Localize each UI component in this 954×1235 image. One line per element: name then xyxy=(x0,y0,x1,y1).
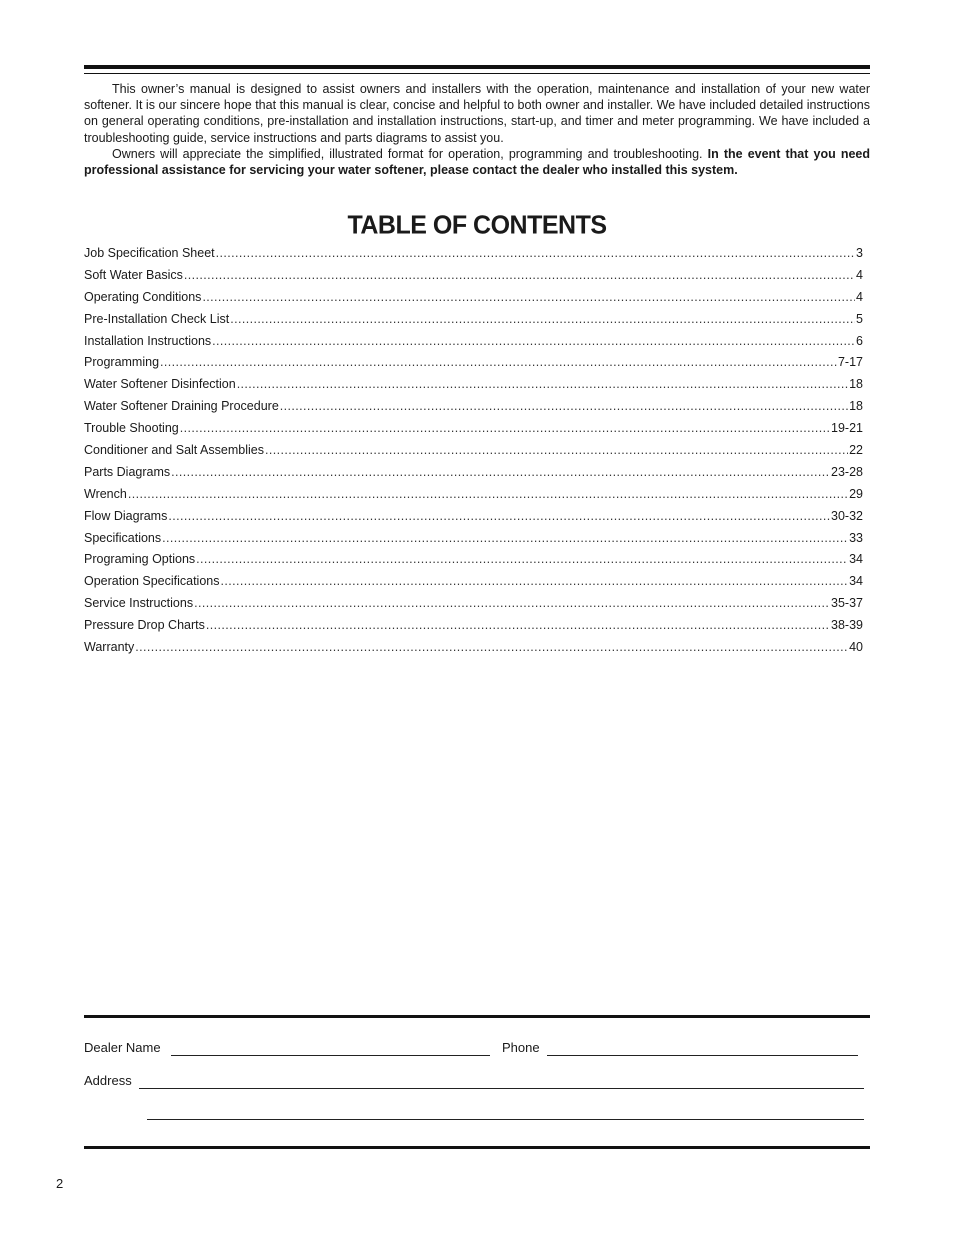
toc-entry-page: 33 xyxy=(849,530,863,545)
toc-entry-label: Trouble Shooting xyxy=(84,421,179,436)
toc-entry[interactable] xyxy=(84,574,863,596)
toc-leader-dots xyxy=(237,377,848,391)
toc-entry[interactable] xyxy=(84,290,863,312)
toc-leader-dots xyxy=(216,246,855,260)
toc-entry-page: 38-39 xyxy=(831,618,863,633)
toc-entry-page: 3 xyxy=(856,246,863,260)
toc-entry-label: Water Softener Disinfection xyxy=(84,377,236,392)
intro-paragraph-2-text: Owners will appreciate the simplified, illustrated format for operation, programming and troubleshooting. xyxy=(112,146,708,161)
toc-leader-dots xyxy=(162,531,848,545)
toc-entry-page: 18 xyxy=(849,377,863,392)
toc-leader-dots xyxy=(230,312,855,326)
toc-entry[interactable] xyxy=(84,355,863,377)
toc-entry[interactable] xyxy=(84,421,863,443)
address-field-line-2[interactable] xyxy=(147,1119,864,1120)
toc-leader-dots xyxy=(194,596,830,610)
toc-leader-dots xyxy=(212,334,855,348)
toc-entry-label: Operating Conditions xyxy=(84,289,202,304)
address-label: Address xyxy=(84,1073,132,1088)
toc-entry-label: Programing Options xyxy=(84,552,196,567)
toc-entry-label: Specifications xyxy=(84,530,162,545)
toc-entry[interactable] xyxy=(84,268,863,290)
toc-entry-label: Pressure Drop Charts xyxy=(84,618,205,633)
toc-entry-label: Warranty xyxy=(84,640,135,655)
toc-entry-page: 23-28 xyxy=(831,464,863,479)
toc-entry[interactable] xyxy=(84,531,863,553)
toc-entry-label: Service Instructions xyxy=(84,596,194,611)
toc-leader-dots xyxy=(221,574,849,588)
toc-entry-page: 18 xyxy=(849,399,863,414)
toc-leader-dots xyxy=(160,355,837,369)
toc-title: TABLE OF CONTENTS xyxy=(347,210,607,240)
form-top-rule xyxy=(84,1015,870,1018)
toc-leader-dots xyxy=(171,465,830,479)
toc-entry-page: 35-37 xyxy=(831,596,863,611)
toc-leader-dots xyxy=(202,290,855,304)
toc-entry-label: Installation Instructions xyxy=(84,333,212,348)
table-of-contents xyxy=(84,246,863,662)
toc-entry-page: 22 xyxy=(849,443,863,458)
toc-entry-label: Parts Diagrams xyxy=(84,464,171,479)
toc-leader-dots xyxy=(206,618,830,632)
toc-entry[interactable] xyxy=(84,552,863,574)
toc-entry[interactable] xyxy=(84,399,863,421)
toc-leader-dots xyxy=(196,552,848,566)
toc-entry-label: Flow Diagrams xyxy=(84,508,168,523)
top-rule-thin xyxy=(84,73,870,74)
toc-entry[interactable] xyxy=(84,377,863,399)
toc-entry-page: 4 xyxy=(856,267,863,282)
toc-entry[interactable] xyxy=(84,465,863,487)
intro-section xyxy=(84,81,870,178)
toc-entry-page: 29 xyxy=(849,486,863,501)
toc-entry-label: Wrench xyxy=(84,486,127,501)
toc-entry-page: 6 xyxy=(856,333,863,348)
phone-label: Phone xyxy=(502,1040,540,1055)
toc-entry[interactable] xyxy=(84,640,863,662)
toc-leader-dots xyxy=(265,443,848,457)
toc-entry-page: 34 xyxy=(849,574,863,589)
page-number: 2 xyxy=(56,1176,64,1191)
top-rule-thick xyxy=(84,65,870,69)
toc-entry-label: Pre-Installation Check List xyxy=(84,311,230,326)
toc-entry-page: 19-21 xyxy=(831,421,863,436)
toc-leader-dots xyxy=(135,640,848,654)
intro-paragraph-2 xyxy=(84,146,870,178)
toc-entry[interactable] xyxy=(84,312,863,334)
toc-entry-label: Soft Water Basics xyxy=(84,267,183,282)
toc-leader-dots xyxy=(168,509,830,523)
dealer-name-label: Dealer Name xyxy=(84,1040,161,1055)
toc-entry-page: 40 xyxy=(849,640,863,655)
toc-leader-dots xyxy=(280,399,848,413)
form-bottom-rule xyxy=(84,1146,870,1149)
dealer-name-field[interactable] xyxy=(171,1055,490,1056)
toc-entry-page: 30-32 xyxy=(831,508,863,523)
toc-entry-page: 5 xyxy=(856,311,863,326)
toc-entry-label: Conditioner and Salt Assemblies xyxy=(84,443,264,458)
toc-leader-dots xyxy=(184,268,855,282)
toc-entry-label: Water Softener Draining Procedure xyxy=(84,399,279,414)
toc-entry-label: Programming xyxy=(84,355,160,370)
address-field-line-1[interactable] xyxy=(139,1088,864,1089)
toc-entry[interactable] xyxy=(84,443,863,465)
toc-entry[interactable] xyxy=(84,509,863,531)
toc-leader-dots xyxy=(128,487,848,501)
toc-entry-page: 34 xyxy=(849,552,863,567)
toc-entry-page: 4 xyxy=(856,289,863,304)
toc-entry[interactable] xyxy=(84,618,863,640)
toc-entry[interactable] xyxy=(84,246,863,268)
toc-entry[interactable] xyxy=(84,596,863,618)
phone-field[interactable] xyxy=(547,1055,858,1056)
toc-entry[interactable] xyxy=(84,487,863,509)
toc-entry[interactable] xyxy=(84,334,863,356)
intro-paragraph-1: This owner’s manual is designed to assist owners and installers with the operation, maintenance and installation of your new water softener. It is our sincere hope that this manual is clear, concise and helpful to both owner and installer. We have included detailed instructions on general operating conditions, pre-installation and installation instructions, start-up, and timer and meter programming. We have included a troubleshooting guide, service instructions and parts diagrams to assist you. xyxy=(84,82,870,145)
intro-paragraph-2-bold: In the event that you need professional assistance for servicing your water softener, please contact the dealer who installed this system. xyxy=(84,146,870,178)
toc-entry-page: 7-17 xyxy=(837,355,863,370)
toc-entry-label: Operation Specifications xyxy=(84,574,220,589)
toc-entry-label: Job Specification Sheet xyxy=(84,246,215,260)
toc-leader-dots xyxy=(180,421,830,435)
